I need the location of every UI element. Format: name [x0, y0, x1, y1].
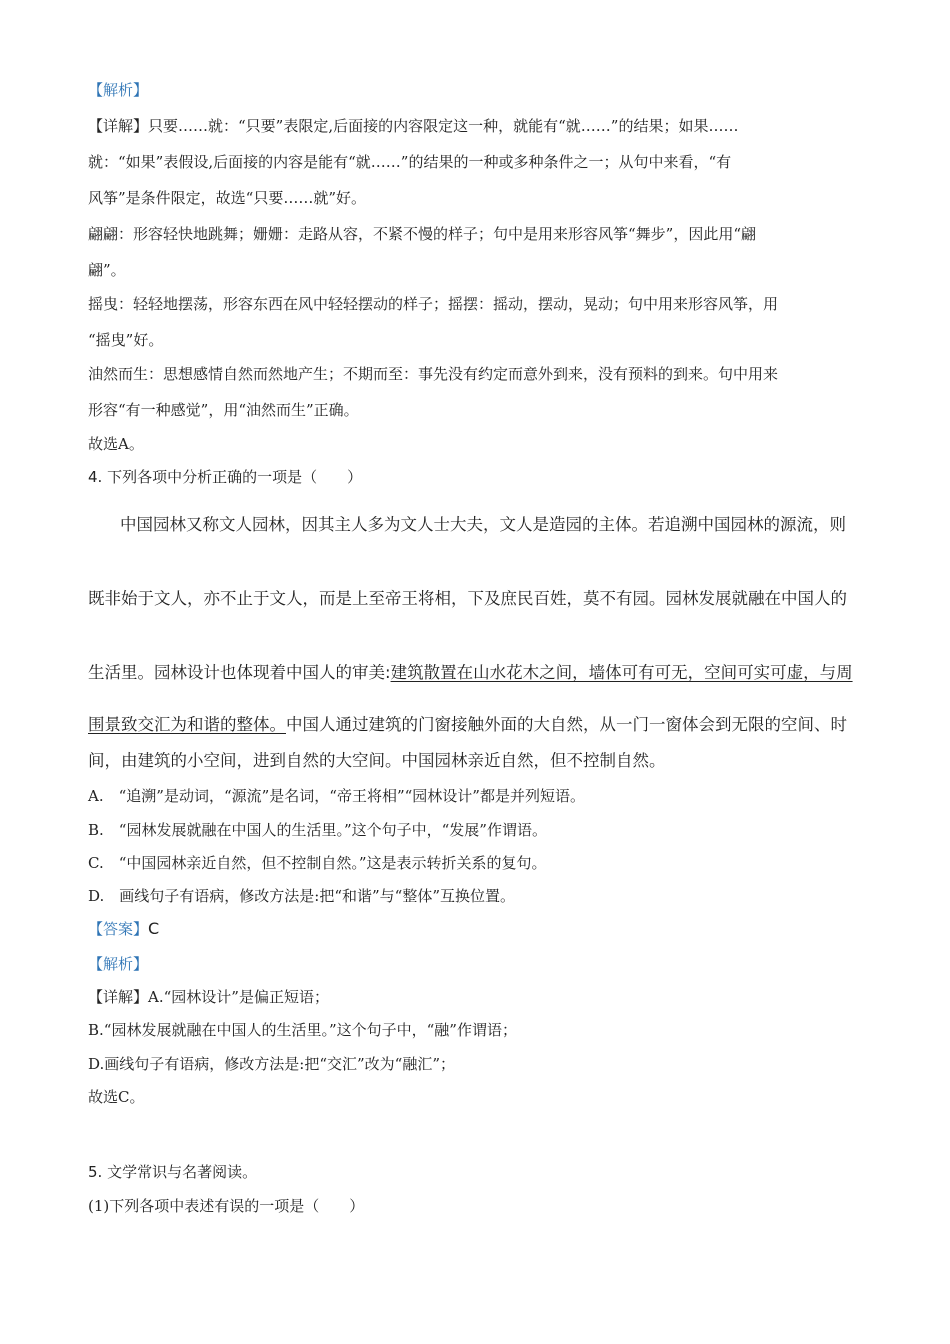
passage-line-5: 间，由建筑的小空间，进到自然的大空间。中国园林亲近自然，但不控制自然。: [88, 751, 666, 770]
question-5: [88, 1162, 257, 1182]
answer-heading: 【答案】: [88, 920, 149, 938]
q3-detail-line-7: “摇曳”好。: [88, 331, 164, 349]
analysis-heading: 【解析】: [88, 81, 149, 99]
passage-line-1: 中国园林又称文人园林，因其主人多为文人士大夫，文人是造园的主体。若追溯中国园林的源流，则: [120, 515, 846, 534]
q3-detail-line-1: 【详解】只要……就：“只要”表限定,后面接的内容限定这一种，就能有“就……”的结果；如果……: [88, 117, 739, 135]
underlined-sentence-end: 围景致交汇为和谐的整体。: [88, 715, 286, 734]
passage-line-2: 既非始于文人，亦不止于文人，而是上至帝王将相，下及庶民百姓，莫不有园。园林发展就融在中国人的: [88, 589, 847, 608]
q3-detail-line-2: 就：“如果”表假设,后面接的内容是能有“就……”的结果的一种或多种条件之一；从句中来看，“有: [88, 153, 732, 171]
analysis-heading: 【解析】: [88, 955, 149, 973]
option-d: D. 画线句子有语病，修改方法是:把“和谐”与“整体”互换位置。: [88, 887, 515, 905]
q4-detail-line-1: 【详解】A.“园林设计”是偏正短语；: [88, 988, 329, 1006]
q3-detail-line-8: 油然而生：思想感情自然而然地产生；不期而至：事先没有约定而意外到来，没有预料的到来。句中用来: [88, 365, 779, 383]
answer-value: C: [148, 919, 160, 938]
question-4: [88, 467, 362, 487]
q4-conclusion: 故选C。: [88, 1088, 145, 1106]
passage-line-3: [88, 663, 853, 683]
option-b: B. “园林发展就融在中国人的生活里。”这个句子中，“发展”作谓语。: [88, 821, 547, 839]
q4-detail-line-2: B.“园林发展就融在中国人的生活里。”这个句子中，“融”作谓语；: [88, 1021, 517, 1039]
question-number: 5.: [88, 1163, 103, 1181]
option-a: A. “追溯”是动词，“源流”是名词，“帝王将相”“园林设计”都是并列短语。: [88, 787, 585, 805]
q3-detail-line-5: 翩”。: [88, 261, 126, 279]
q3-conclusion: 故选A。: [88, 435, 144, 453]
question-stem: 下列各项中分析正确的一项是（ ）: [107, 468, 363, 486]
q3-detail-line-3: 风筝”是条件限定，故选“只要……就”好。: [88, 189, 367, 207]
sub-question-1: (1)下列各项中表述有误的一项是（ ）: [88, 1197, 365, 1215]
q4-detail-line-3: D.画线句子有语病，修改方法是:把“交汇”改为“融汇”；: [88, 1055, 455, 1073]
q3-detail-line-9: 形容“有一种感觉”，用“油然而生”正确。: [88, 401, 359, 419]
passage-text: 中国人通过建筑的门窗接触外面的大自然，从一门一窗体会到无限的空间、时: [286, 715, 847, 734]
option-c: C. “中国园林亲近自然，但不控制自然。”这是表示转折关系的复句。: [88, 854, 547, 872]
underlined-sentence: 建筑散置在山水花木之间，墙体可有可无，空间可实可虚，与周: [390, 663, 853, 682]
question-number: 4.: [88, 468, 103, 486]
q3-detail-line-6: 摇曳：轻轻地摆荡，形容东西在风中轻轻摆动的样子；摇摆：摇动，摆动，晃动；句中用来形容风筝，用: [88, 295, 779, 313]
passage-line-4: [88, 715, 847, 735]
passage-text: 生活里。园林设计也体现着中国人的审美:: [88, 663, 391, 682]
question-stem: 文学常识与名著阅读。: [107, 1163, 258, 1181]
answer-line: [88, 919, 159, 939]
q3-detail-line-4: 翩翩：形容轻快地跳舞；姗姗：走路从容，不紧不慢的样子；句中是用来形容风筝“舞步”，因此用“翩: [88, 225, 757, 243]
